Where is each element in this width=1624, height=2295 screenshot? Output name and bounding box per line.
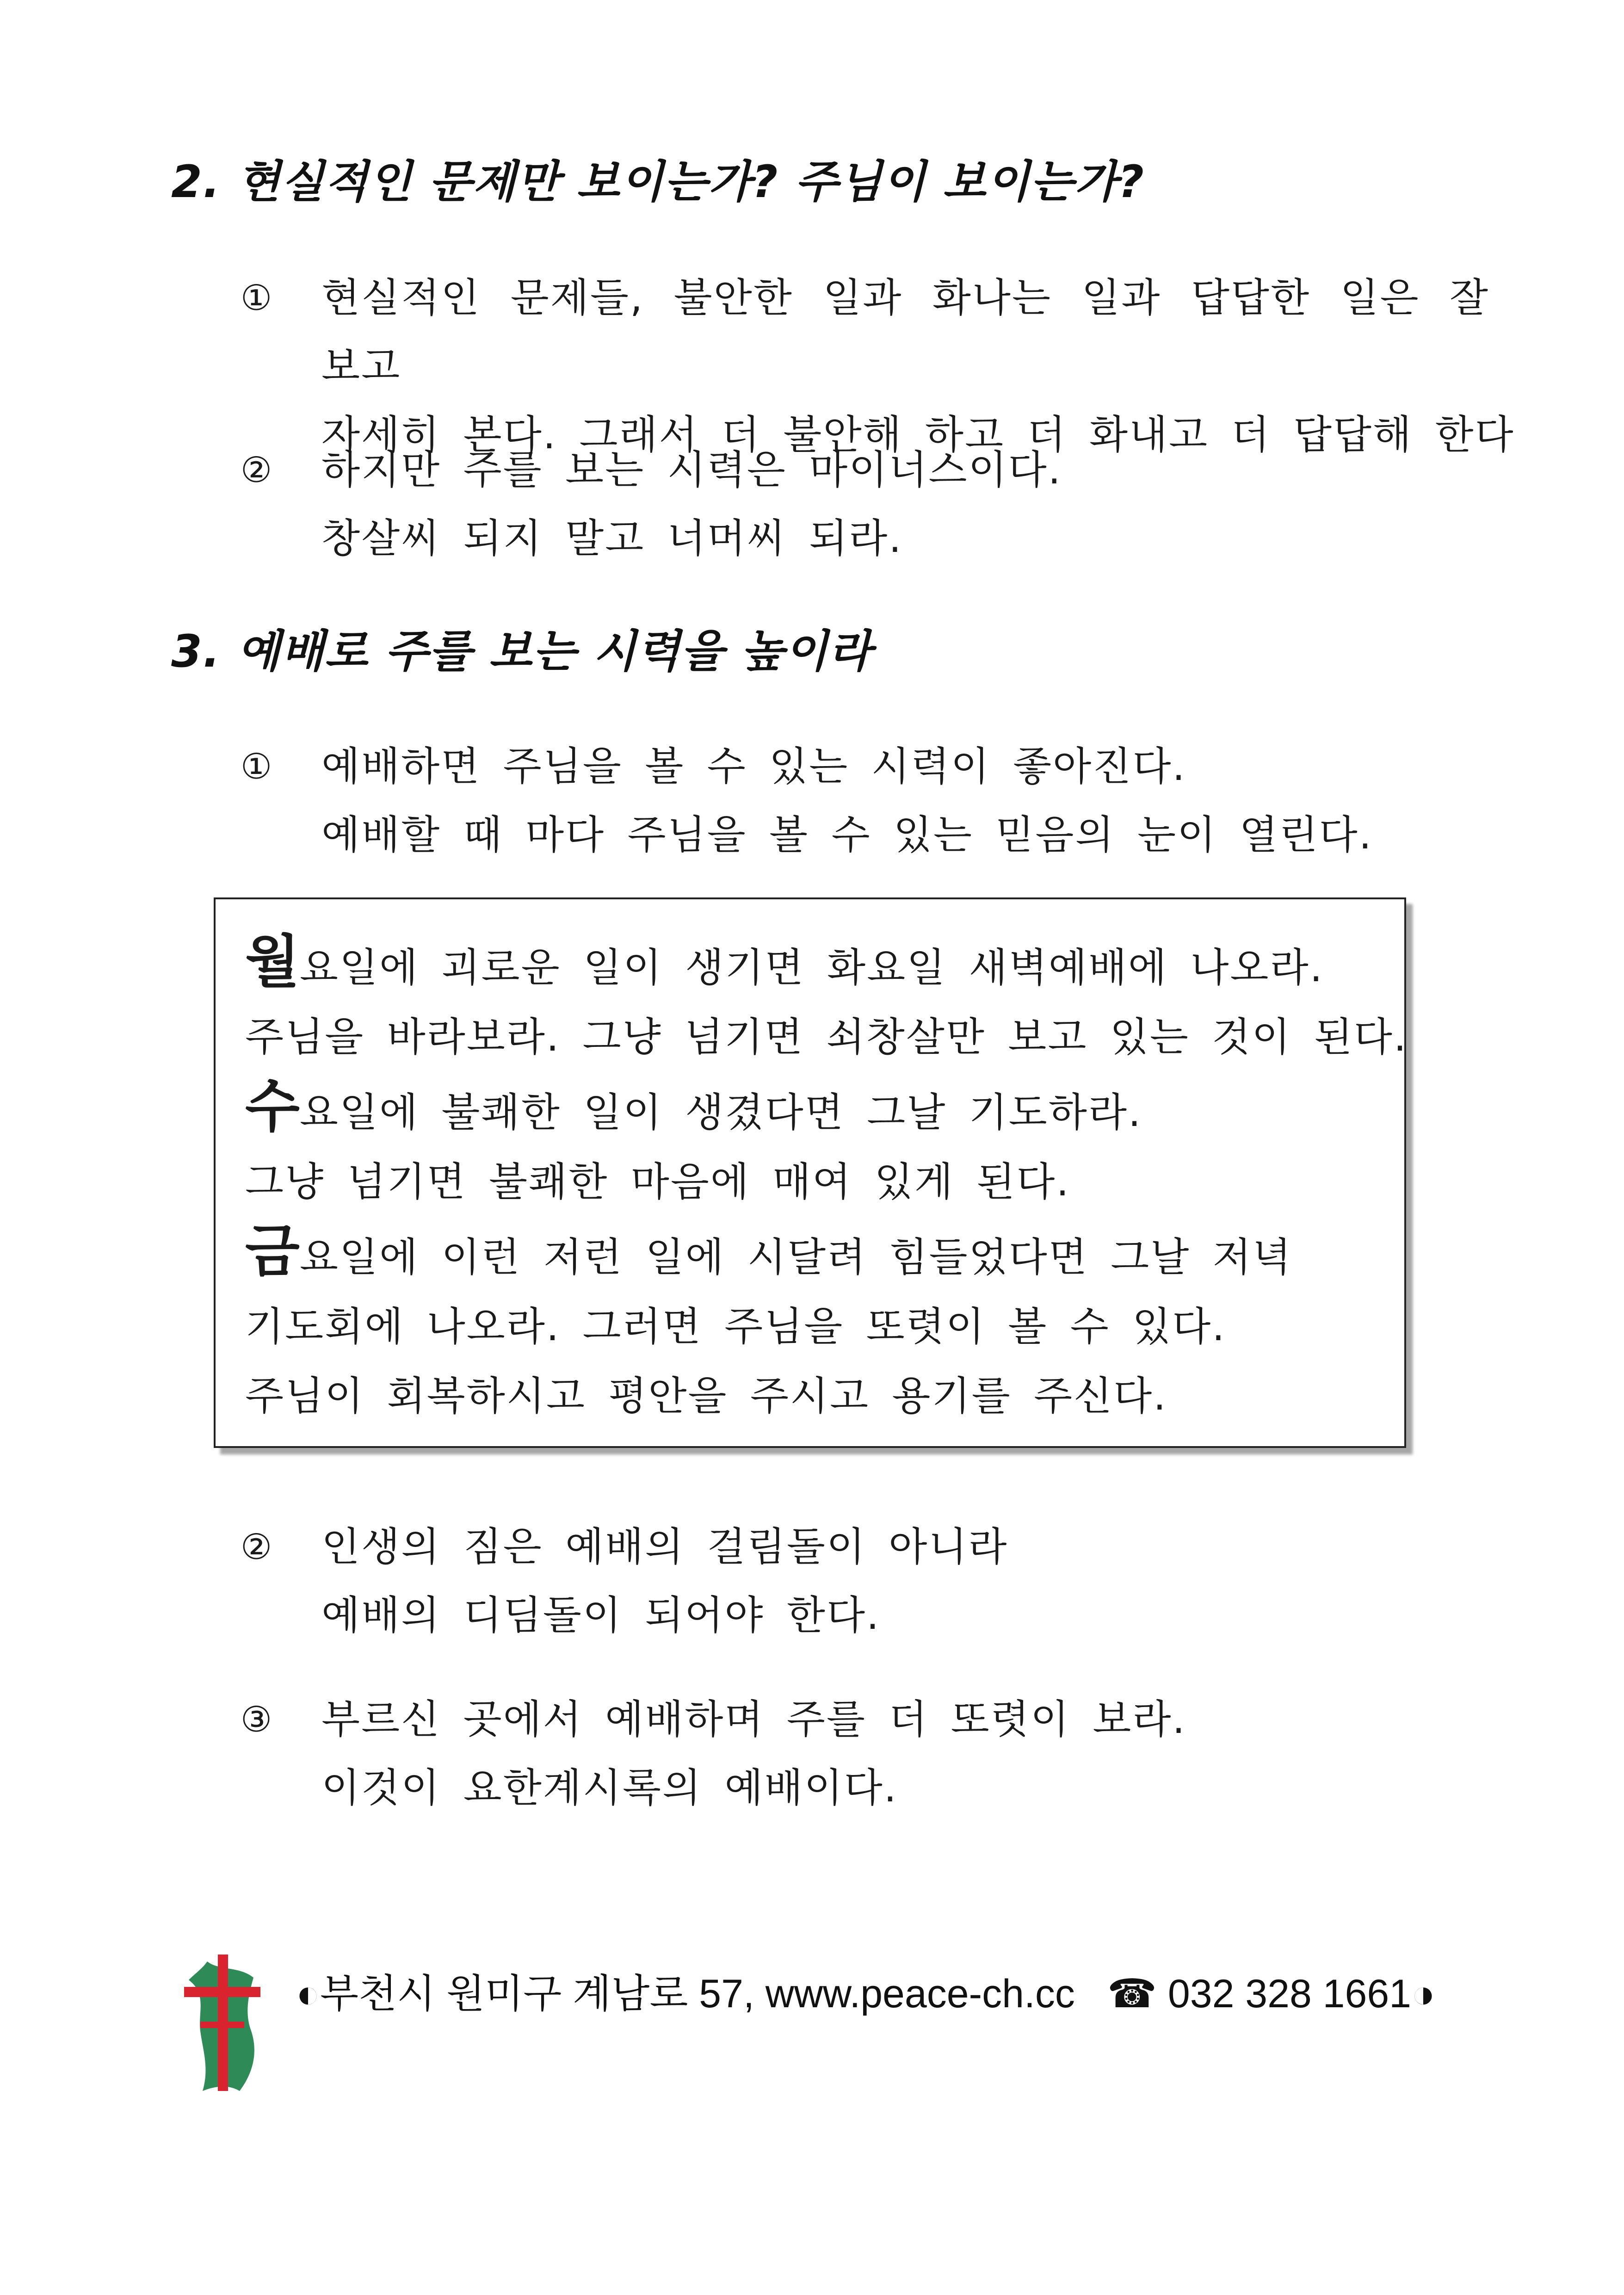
church-logo-icon	[175, 1952, 267, 2096]
item-number: ②	[241, 449, 272, 490]
footer-address: ◐부천시 원미구 계남로 57, www.peace-ch.cc	[296, 1972, 1075, 2016]
callout-line	[245, 1217, 1404, 1292]
section-3-item-2	[241, 1513, 1489, 1650]
logo-cross-horizontal	[184, 1987, 260, 1997]
item-number: ①	[241, 277, 272, 318]
callout-line	[245, 927, 1404, 1002]
item-line: 자세히 본다. 그래서 더 불안해 하고 더 화내고 더 답답해 한다	[321, 412, 1515, 458]
section-2-item-2	[241, 436, 1489, 573]
callout-line: 주님이 회복하시고 평안을 주시고 용기를 주신다.	[245, 1373, 1167, 1419]
logo-cross-bar	[200, 2022, 244, 2028]
callout-text: 요일에 이런 저런 일에 시달려 힘들었다면 그날 저녁	[299, 1234, 1292, 1280]
callout-initial: 수	[245, 1074, 300, 1139]
weekday-callout-box	[214, 897, 1406, 1448]
section-3-heading: 3. 예배로 주를 보는 시력을 높이라	[171, 625, 872, 677]
callout-initial: 금	[245, 1219, 300, 1284]
item-number: ②	[241, 1526, 272, 1567]
item-line: 인생의 짐은 예배의 걸림돌이 아니라	[321, 1524, 1008, 1570]
section-2-heading: 2. 현실적인 문제만 보이는가? 주님이 보이는가?	[171, 156, 1145, 208]
item-line: 이것이 요한계시록의 예배이다.	[321, 1765, 898, 1811]
footer-phone: ☎ 032 328 1661◑	[1107, 1972, 1435, 2016]
callout-initial: 월	[245, 929, 300, 995]
item-line: 예배하면 주님을 볼 수 있는 시력이 좋아진다.	[321, 743, 1186, 790]
item-line: 하지만 주를 보는 시력은 마이너스이다.	[321, 447, 1062, 493]
callout-line	[245, 1072, 1404, 1147]
callout-text: 요일에 불쾌한 일이 생겼다면 그날 기도하라.	[299, 1089, 1142, 1136]
item-line: 현실적인 문제들, 불안한 일과 화나는 일과 답답한 일은 잘 보고	[321, 275, 1489, 390]
item-line: 부르신 곳에서 예배하며 주를 더 또렷이 보라.	[321, 1696, 1186, 1743]
callout-line: 그냥 넘기면 불쾌한 마음에 매여 있게 된다.	[245, 1159, 1070, 1205]
callout-line: 기도회에 나오라. 그러면 주님을 또렷이 볼 수 있다.	[245, 1304, 1226, 1350]
item-line: 예배할 때 마다 주님을 볼 수 있는 믿음의 눈이 열린다.	[321, 812, 1373, 858]
item-line: 창살씨 되지 말고 너머씨 되라.	[321, 515, 903, 562]
item-number: ①	[241, 746, 272, 787]
section-3-item-1	[241, 732, 1489, 869]
item-number: ③	[241, 1699, 272, 1740]
section-3-item-3	[241, 1685, 1489, 1822]
callout-line: 주님을 바라보라. 그냥 넘기면 쇠창살만 보고 있는 것이 된다.	[245, 1014, 1408, 1060]
callout-text: 요일에 괴로운 일이 생기면 화요일 새벽예배에 나오라.	[299, 945, 1324, 991]
item-line: 예배의 디딤돌이 되어야 한다.	[321, 1592, 881, 1639]
footer	[296, 1966, 1435, 2022]
